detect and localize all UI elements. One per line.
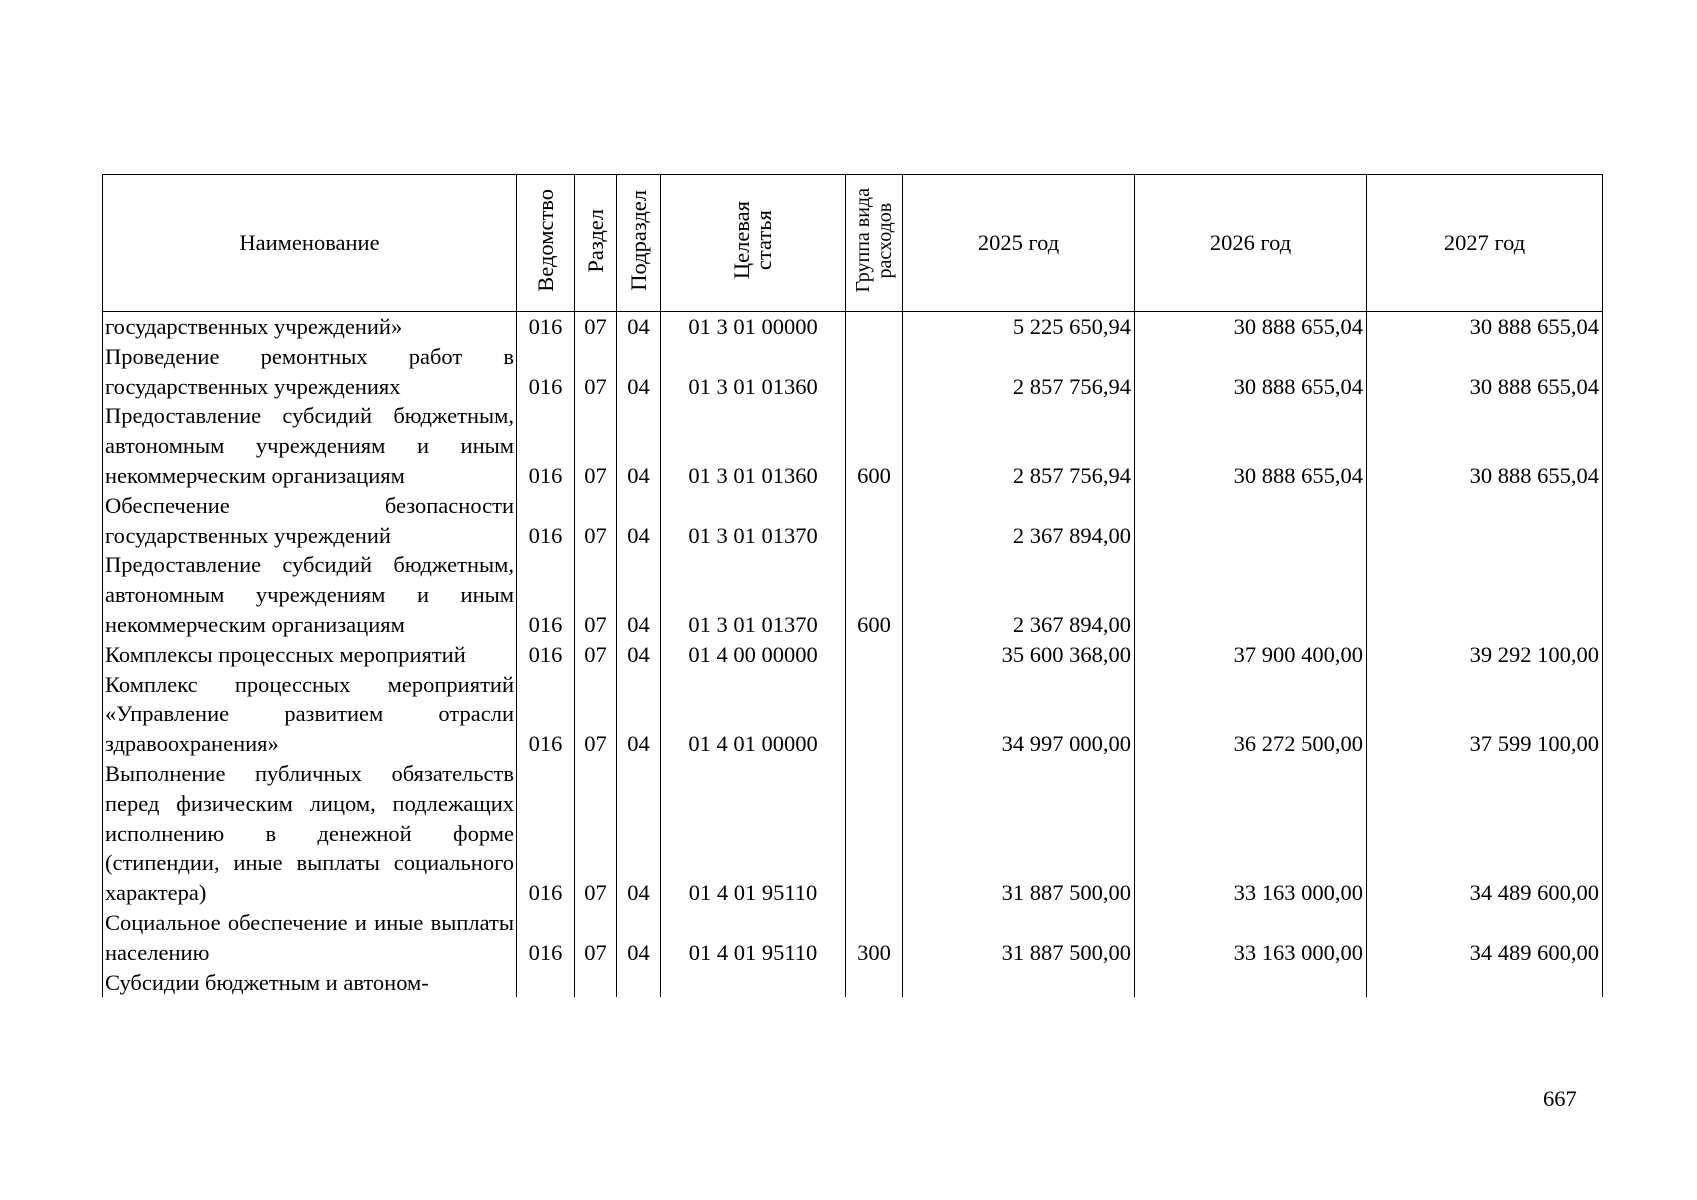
row-2026: 30 888 655,04 — [1135, 401, 1367, 490]
row-2027: 30 888 655,04 — [1367, 401, 1603, 490]
row-razdel: 07 — [575, 908, 617, 968]
row-gruppa: 600 — [846, 550, 903, 639]
row-2027: 39 292 100,00 — [1367, 640, 1603, 670]
row-name: Проведение ремонтных работ в государственных учреждениях — [103, 342, 517, 402]
row-celevaya: 01 4 01 95110 — [661, 908, 846, 968]
header-2025: 2025 год — [903, 175, 1135, 312]
row-celevaya: 01 4 00 00000 — [661, 640, 846, 670]
table-row — [103, 312, 1603, 342]
row-vedomstvo — [517, 968, 575, 998]
table-header-row — [103, 175, 1603, 312]
table-row — [103, 640, 1603, 670]
header-gruppa-vida-rashodov: Группа вида расходов — [846, 175, 903, 312]
table-row — [103, 550, 1603, 639]
row-razdel: 07 — [575, 401, 617, 490]
row-2026: 33 163 000,00 — [1135, 759, 1367, 908]
row-gruppa: 300 — [846, 908, 903, 968]
row-razdel: 07 — [575, 342, 617, 402]
row-2027: 30 888 655,04 — [1367, 312, 1603, 342]
row-2025: 5 225 650,94 — [903, 312, 1135, 342]
row-2026: 30 888 655,04 — [1135, 312, 1367, 342]
row-2027: 34 489 600,00 — [1367, 908, 1603, 968]
header-podrazdel: Подраздел — [617, 175, 661, 312]
table-row — [103, 908, 1603, 968]
table-row — [103, 968, 1603, 998]
row-vedomstvo: 016 — [517, 312, 575, 342]
row-celevaya: 01 3 01 01360 — [661, 401, 846, 490]
row-gruppa — [846, 968, 903, 998]
row-name: Социальное обеспечение и иные выплаты населению — [103, 908, 517, 968]
row-celevaya: 01 3 01 01370 — [661, 491, 846, 551]
row-celevaya: 01 3 01 01370 — [661, 550, 846, 639]
row-name: Обеспечение безопасности государственных учреждений — [103, 491, 517, 551]
row-podrazdel: 04 — [617, 640, 661, 670]
row-podrazdel: 04 — [617, 670, 661, 759]
row-razdel: 07 — [575, 670, 617, 759]
row-gruppa: 600 — [846, 401, 903, 490]
row-podrazdel: 04 — [617, 908, 661, 968]
row-2027: 37 599 100,00 — [1367, 670, 1603, 759]
row-podrazdel: 04 — [617, 312, 661, 342]
row-razdel: 07 — [575, 491, 617, 551]
row-2025: 2 367 894,00 — [903, 491, 1135, 551]
row-2026 — [1135, 968, 1367, 998]
row-celevaya — [661, 968, 846, 998]
row-vedomstvo: 016 — [517, 550, 575, 639]
header-vedomstvo: Ведомство — [517, 175, 575, 312]
row-vedomstvo: 016 — [517, 908, 575, 968]
row-celevaya: 01 4 01 00000 — [661, 670, 846, 759]
table-row — [103, 342, 1603, 402]
table-row — [103, 759, 1603, 908]
row-2025: 31 887 500,00 — [903, 908, 1135, 968]
row-2025: 31 887 500,00 — [903, 759, 1135, 908]
row-2025: 2 367 894,00 — [903, 550, 1135, 639]
row-2026: 37 900 400,00 — [1135, 640, 1367, 670]
row-vedomstvo: 016 — [517, 670, 575, 759]
row-gruppa — [846, 312, 903, 342]
row-2026: 33 163 000,00 — [1135, 908, 1367, 968]
row-podrazdel — [617, 968, 661, 998]
header-2026: 2026 год — [1135, 175, 1367, 312]
row-2025: 2 857 756,94 — [903, 342, 1135, 402]
row-name: Субсидии бюджетным и автоном- — [103, 968, 517, 998]
row-celevaya: 01 3 01 01360 — [661, 342, 846, 402]
row-name: Предоставление субсидий бюджетным, автономным учреждениям и иным некоммерческим организациям — [103, 401, 517, 490]
row-razdel — [575, 968, 617, 998]
table-row — [103, 491, 1603, 551]
row-2025: 34 997 000,00 — [903, 670, 1135, 759]
row-vedomstvo: 016 — [517, 640, 575, 670]
header-celevaya-statya: Целевая статья — [661, 175, 846, 312]
row-name: Комплекс процессных мероприятий «Управление развитием отрасли здравоохранения» — [103, 670, 517, 759]
row-2025: 2 857 756,94 — [903, 401, 1135, 490]
row-2026 — [1135, 550, 1367, 639]
row-razdel: 07 — [575, 759, 617, 908]
row-gruppa — [846, 640, 903, 670]
row-2027: 34 489 600,00 — [1367, 759, 1603, 908]
row-podrazdel: 04 — [617, 550, 661, 639]
row-gruppa — [846, 670, 903, 759]
row-vedomstvo: 016 — [517, 342, 575, 402]
row-2027: 30 888 655,04 — [1367, 342, 1603, 402]
row-vedomstvo: 016 — [517, 491, 575, 551]
row-razdel: 07 — [575, 312, 617, 342]
row-razdel: 07 — [575, 550, 617, 639]
row-vedomstvo: 016 — [517, 759, 575, 908]
row-2025 — [903, 968, 1135, 998]
row-2026: 36 272 500,00 — [1135, 670, 1367, 759]
header-2027: 2027 год — [1367, 175, 1603, 312]
row-podrazdel: 04 — [617, 759, 661, 908]
row-podrazdel: 04 — [617, 401, 661, 490]
row-gruppa — [846, 759, 903, 908]
row-2026 — [1135, 491, 1367, 551]
row-2027 — [1367, 550, 1603, 639]
header-razdel: Раздел — [575, 175, 617, 312]
table-row — [103, 670, 1603, 759]
row-name: Комплексы процессных мероприятий — [103, 640, 517, 670]
row-name: Предоставление субсидий бюджетным, автономным учреждениям и иным некоммерческим организациям — [103, 550, 517, 639]
row-2027 — [1367, 491, 1603, 551]
header-name: Наименование — [103, 175, 517, 312]
row-2025: 35 600 368,00 — [903, 640, 1135, 670]
table-row — [103, 401, 1603, 490]
row-gruppa — [846, 491, 903, 551]
row-podrazdel: 04 — [617, 342, 661, 402]
row-name: Выполнение публичных обязательств перед физическим лицом, подлежащих исполнению в денежной форме (стипендии, иные выплаты социального характера) — [103, 759, 517, 908]
row-vedomstvo: 016 — [517, 401, 575, 490]
row-gruppa — [846, 342, 903, 402]
row-name: государственных учреждений» — [103, 312, 517, 342]
budget-table — [102, 174, 1603, 997]
row-2027 — [1367, 968, 1603, 998]
row-razdel: 07 — [575, 640, 617, 670]
row-celevaya: 01 4 01 95110 — [661, 759, 846, 908]
row-celevaya: 01 3 01 00000 — [661, 312, 846, 342]
row-podrazdel: 04 — [617, 491, 661, 551]
row-2026: 30 888 655,04 — [1135, 342, 1367, 402]
page-number: 667 — [1543, 1086, 1577, 1111]
